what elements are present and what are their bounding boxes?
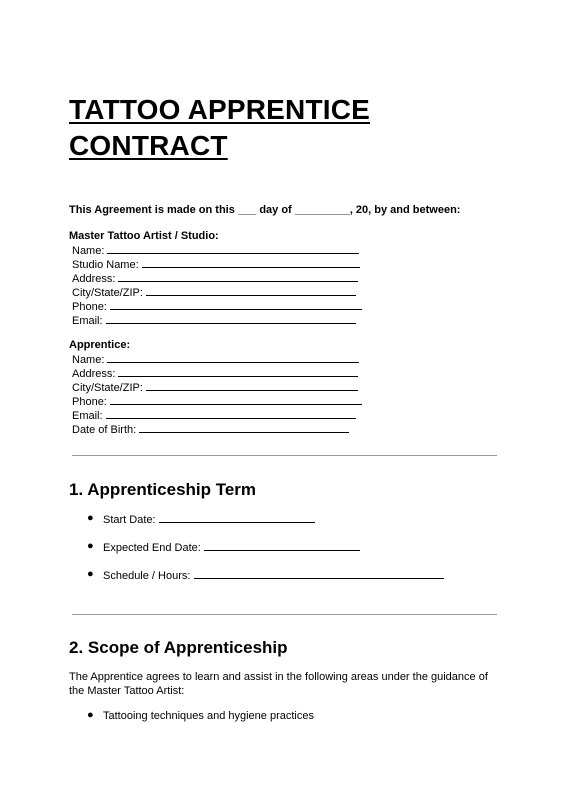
field-label: City/State/ZIP: bbox=[72, 287, 143, 299]
apprentice-name-field[interactable] bbox=[72, 352, 359, 367]
field-label: Schedule / Hours: bbox=[103, 570, 191, 582]
master-studio-name-field[interactable] bbox=[72, 257, 360, 272]
apprentice-dob-field[interactable] bbox=[72, 422, 349, 437]
field-label: Address: bbox=[72, 368, 116, 380]
field-label: Date of Birth: bbox=[72, 424, 137, 436]
apprentice-address-field[interactable] bbox=[72, 366, 358, 381]
input-line[interactable] bbox=[159, 512, 315, 523]
schedule-item[interactable] bbox=[87, 568, 444, 583]
input-line[interactable] bbox=[142, 257, 360, 268]
input-line[interactable] bbox=[110, 299, 362, 310]
master-email-field[interactable] bbox=[72, 313, 356, 328]
field-label: Studio Name: bbox=[72, 259, 139, 271]
section-2-heading: 2. Scope of Apprenticeship bbox=[69, 638, 288, 657]
field-label: Name: bbox=[72, 245, 105, 257]
master-address-field[interactable] bbox=[72, 271, 358, 286]
field-label: Start Date: bbox=[103, 514, 156, 526]
scope-paragraph: The Apprentice agrees to learn and assist in the following areas under the guidance of the Master Tattoo Artist: bbox=[69, 671, 488, 697]
apprentice-phone-field[interactable] bbox=[72, 394, 362, 409]
input-line[interactable] bbox=[107, 243, 359, 254]
input-line[interactable] bbox=[194, 568, 444, 579]
scope-item bbox=[87, 709, 314, 722]
field-label: Name: bbox=[72, 354, 105, 366]
section-divider bbox=[72, 614, 497, 615]
field-label: Address: bbox=[72, 273, 116, 285]
end-date-item[interactable] bbox=[87, 540, 360, 555]
field-label: Phone: bbox=[72, 301, 107, 313]
start-date-item[interactable] bbox=[87, 512, 315, 527]
section-1-heading: 1. Apprenticeship Term bbox=[69, 480, 257, 499]
scope-item-label: Tattooing techniques and hygiene practices bbox=[103, 710, 314, 722]
field-label: Email: bbox=[72, 410, 103, 422]
field-label: City/State/ZIP: bbox=[72, 382, 143, 394]
input-line[interactable] bbox=[204, 540, 360, 551]
master-phone-field[interactable] bbox=[72, 299, 362, 314]
input-line[interactable] bbox=[146, 285, 356, 296]
bullet-icon: ● bbox=[87, 540, 94, 552]
field-label: Phone: bbox=[72, 396, 107, 408]
field-label: Email: bbox=[72, 315, 103, 327]
title-line-2: CONTRACT bbox=[69, 130, 228, 161]
apprentice-email-field[interactable] bbox=[72, 408, 356, 423]
apprentice-city-field[interactable] bbox=[72, 380, 358, 395]
document-title bbox=[69, 92, 370, 164]
apprentice-heading: Apprentice: bbox=[69, 339, 131, 351]
input-line[interactable] bbox=[107, 352, 359, 363]
bullet-icon: ● bbox=[87, 512, 94, 524]
field-label: Expected End Date: bbox=[103, 542, 201, 554]
input-line[interactable] bbox=[118, 271, 358, 282]
agreement-intro: This Agreement is made on this ___ day of _________, 20, by and between: bbox=[69, 204, 461, 216]
title-line-1: TATTOO APPRENTICE bbox=[69, 94, 371, 125]
master-heading: Master Tattoo Artist / Studio: bbox=[69, 230, 219, 242]
input-line[interactable] bbox=[118, 366, 358, 377]
bullet-icon: ● bbox=[87, 568, 94, 580]
bullet-icon: ● bbox=[87, 709, 94, 721]
input-line[interactable] bbox=[139, 422, 349, 433]
input-line[interactable] bbox=[146, 380, 358, 391]
input-line[interactable] bbox=[110, 394, 362, 405]
master-name-field[interactable] bbox=[72, 243, 359, 258]
input-line[interactable] bbox=[106, 408, 356, 419]
section-divider bbox=[72, 455, 497, 456]
master-city-field[interactable] bbox=[72, 285, 356, 300]
input-line[interactable] bbox=[106, 313, 356, 324]
